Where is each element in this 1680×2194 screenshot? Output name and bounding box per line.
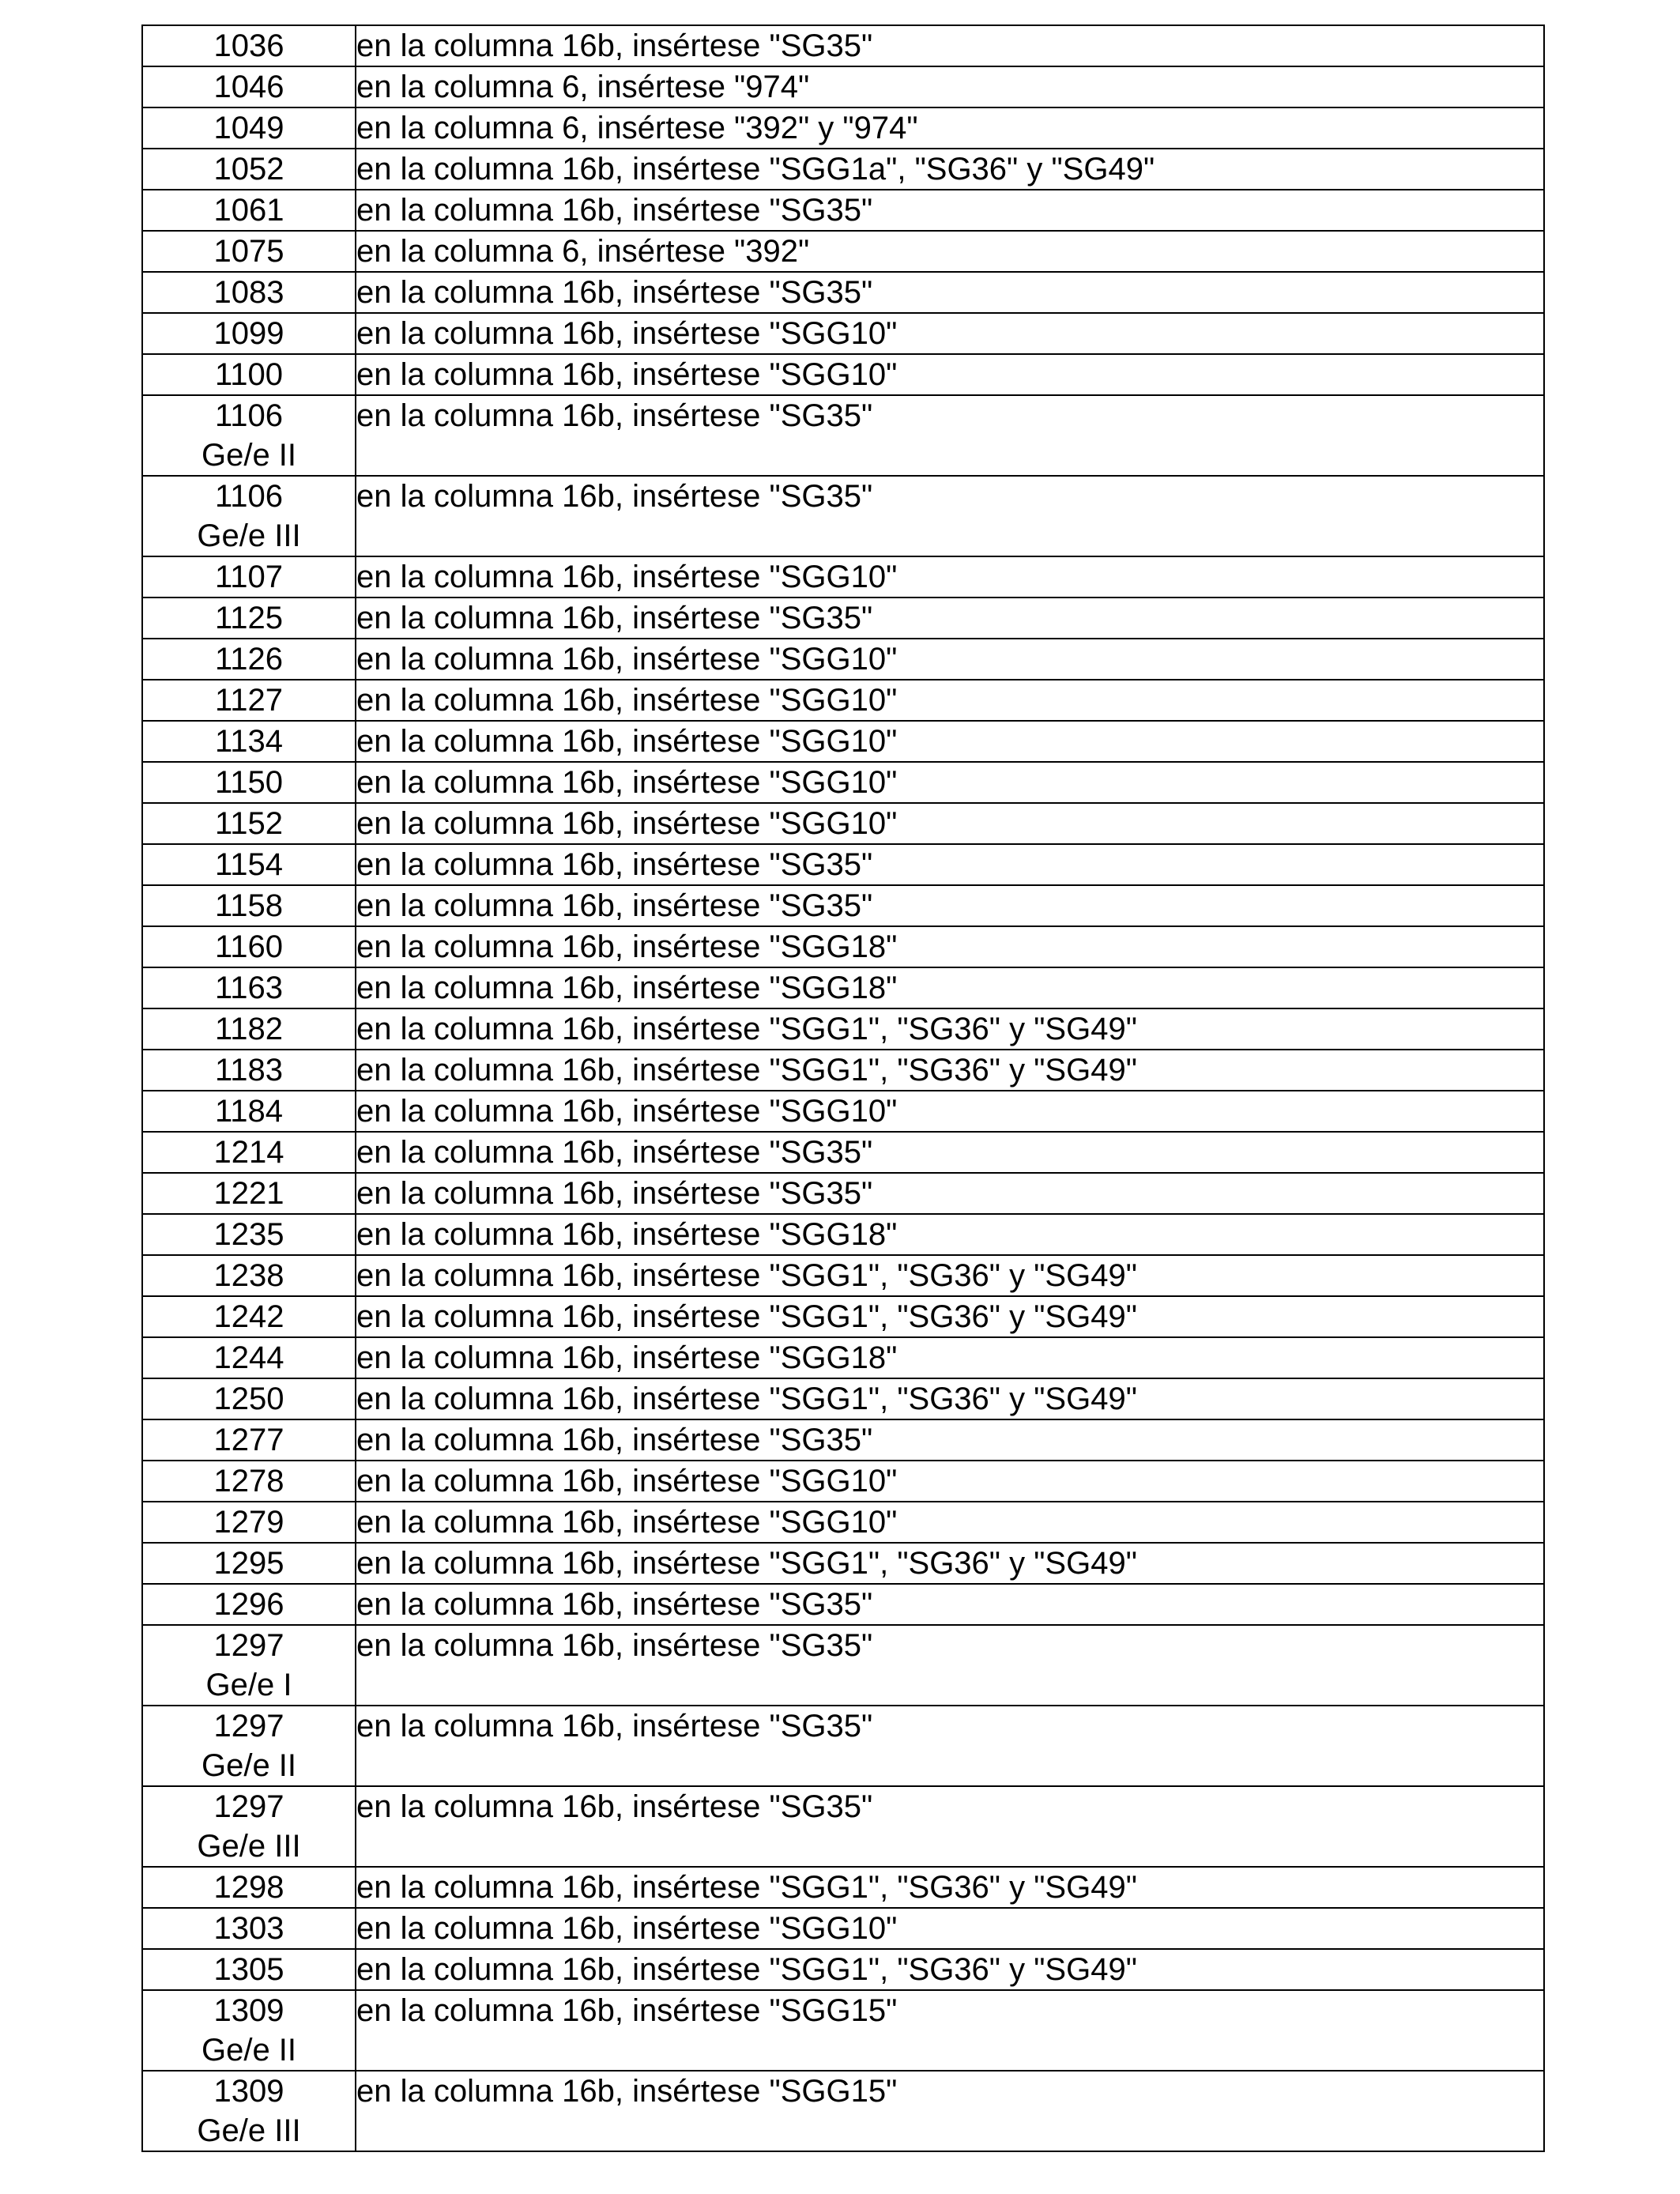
un-number: 1134	[214, 724, 283, 759]
table-row	[142, 844, 1544, 885]
un-number-cell	[142, 885, 356, 926]
un-number: 1184	[214, 1094, 283, 1129]
table-row	[142, 926, 1544, 967]
un-number-cell	[142, 2071, 356, 2151]
un-number-cell	[142, 107, 356, 149]
amendment-text: en la columna 16b, insértese "SGG10"	[356, 313, 1544, 354]
un-number: 1296	[213, 1587, 284, 1622]
un-number-cell	[142, 1543, 356, 1584]
un-number: 1279	[213, 1505, 284, 1540]
amendment-text: en la columna 16b, insértese "SG35"	[356, 25, 1544, 66]
un-number: 1107	[214, 560, 283, 594]
un-number-cell	[142, 149, 356, 190]
amendment-text: en la columna 16b, insértese "SGG1", "SG36" y "SG49"	[356, 1543, 1544, 1584]
un-number-cell	[142, 721, 356, 762]
amendment-text: en la columna 16b, insértese "SGG1", "SG36" y "SG49"	[356, 1867, 1544, 1908]
table-row	[142, 803, 1544, 844]
un-number-cell	[142, 1296, 356, 1337]
un-number: 1061	[213, 193, 284, 228]
un-number: 1297	[213, 1789, 284, 1824]
un-number-cell	[142, 926, 356, 967]
table-row	[142, 885, 1544, 926]
amendment-text: en la columna 16b, insértese "SGG10"	[356, 639, 1544, 680]
table-row	[142, 1255, 1544, 1296]
un-number-cell	[142, 1419, 356, 1461]
un-number-cell	[142, 190, 356, 231]
table-row	[142, 66, 1544, 107]
un-number-suffix: Ge/e II	[201, 1748, 297, 1783]
amendment-text: en la columna 16b, insértese "SG35"	[356, 1706, 1544, 1786]
amendments-table	[141, 25, 1545, 2152]
un-number-cell	[142, 25, 356, 66]
un-number-suffix: Ge/e II	[201, 2033, 297, 2068]
un-number: 1214	[213, 1135, 284, 1170]
table-row	[142, 1625, 1544, 1706]
amendment-text: en la columna 16b, insértese "SGG18"	[356, 1214, 1544, 1255]
un-number: 1183	[214, 1053, 283, 1088]
un-number: 1106	[214, 479, 283, 514]
un-number: 1242	[213, 1299, 284, 1334]
un-number: 1298	[213, 1870, 284, 1905]
amendments-table-body	[142, 25, 1544, 2151]
table-row	[142, 1867, 1544, 1908]
un-number-cell	[142, 1173, 356, 1214]
un-number-cell	[142, 1908, 356, 1949]
table-row	[142, 395, 1544, 476]
un-number: 1305	[213, 1952, 284, 1987]
un-number-cell	[142, 1050, 356, 1091]
table-row	[142, 2071, 1544, 2151]
table-row	[142, 1461, 1544, 1502]
table-row	[142, 107, 1544, 149]
document-page	[141, 25, 1545, 2152]
un-number: 1295	[213, 1546, 284, 1581]
un-number: 1125	[214, 601, 283, 635]
un-number-cell	[142, 1786, 356, 1867]
un-number-suffix: Ge/e III	[197, 518, 301, 553]
table-row	[142, 1214, 1544, 1255]
amendment-text: en la columna 16b, insértese "SGG15"	[356, 2071, 1544, 2151]
amendment-text: en la columna 16b, insértese "SG35"	[356, 1419, 1544, 1461]
amendment-text: en la columna 16b, insértese "SGG1", "SG36" y "SG49"	[356, 1296, 1544, 1337]
table-row	[142, 231, 1544, 272]
table-row	[142, 1173, 1544, 1214]
un-number-cell	[142, 66, 356, 107]
amendment-text: en la columna 16b, insértese "SGG1", "SG36" y "SG49"	[356, 1255, 1544, 1296]
amendment-text: en la columna 16b, insértese "SGG10"	[356, 354, 1544, 395]
table-row	[142, 1706, 1544, 1786]
un-number: 1244	[213, 1340, 284, 1375]
amendment-text: en la columna 16b, insértese "SG35"	[356, 1173, 1544, 1214]
un-number-suffix: Ge/e III	[197, 2113, 301, 2148]
un-number: 1046	[213, 70, 284, 104]
amendment-text: en la columna 16b, insértese "SGG10"	[356, 762, 1544, 803]
un-number: 1303	[213, 1911, 284, 1946]
amendment-text: en la columna 16b, insértese "SG35"	[356, 395, 1544, 476]
un-number: 1150	[214, 765, 283, 800]
un-number: 1160	[214, 929, 283, 964]
un-number-cell	[142, 1625, 356, 1706]
table-row	[142, 721, 1544, 762]
table-row	[142, 1543, 1544, 1584]
un-number: 1238	[213, 1258, 284, 1293]
un-number: 1100	[214, 357, 283, 392]
un-number-cell	[142, 1378, 356, 1419]
un-number-cell	[142, 395, 356, 476]
un-number: 1250	[213, 1382, 284, 1416]
amendment-text: en la columna 16b, insértese "SGG18"	[356, 967, 1544, 1008]
un-number-cell	[142, 354, 356, 395]
un-number-cell	[142, 476, 356, 556]
un-number-cell	[142, 639, 356, 680]
table-row	[142, 1584, 1544, 1625]
table-row	[142, 1091, 1544, 1132]
un-number: 1163	[214, 971, 283, 1005]
un-number-suffix: Ge/e III	[197, 1829, 301, 1864]
amendment-text: en la columna 16b, insértese "SG35"	[356, 476, 1544, 556]
table-row	[142, 1132, 1544, 1173]
amendment-text: en la columna 16b, insértese "SGG1", "SG36" y "SG49"	[356, 1949, 1544, 1990]
un-number: 1277	[213, 1423, 284, 1457]
un-number: 1235	[213, 1217, 284, 1252]
amendment-text: en la columna 16b, insértese "SGG10"	[356, 803, 1544, 844]
amendment-text: en la columna 16b, insértese "SG35"	[356, 885, 1544, 926]
amendment-text: en la columna 16b, insértese "SG35"	[356, 190, 1544, 231]
un-number-cell	[142, 967, 356, 1008]
amendment-text: en la columna 16b, insértese "SGG10"	[356, 1461, 1544, 1502]
table-row	[142, 1990, 1544, 2071]
un-number-cell	[142, 1867, 356, 1908]
table-row	[142, 967, 1544, 1008]
table-row	[142, 556, 1544, 598]
amendment-text: en la columna 16b, insértese "SGG10"	[356, 1091, 1544, 1132]
un-number: 1106	[214, 398, 283, 433]
un-number-cell	[142, 1337, 356, 1378]
un-number: 1158	[214, 888, 283, 923]
amendment-text: en la columna 16b, insértese "SG35"	[356, 1786, 1544, 1867]
un-number: 1126	[214, 642, 283, 677]
un-number-cell	[142, 1461, 356, 1502]
amendment-text: en la columna 16b, insértese "SG35"	[356, 1625, 1544, 1706]
amendment-text: en la columna 16b, insértese "SGG1", "SG36" y "SG49"	[356, 1008, 1544, 1050]
un-number-cell	[142, 556, 356, 598]
un-number: 1154	[214, 847, 283, 882]
un-number-cell	[142, 844, 356, 885]
amendment-text: en la columna 16b, insértese "SGG10"	[356, 721, 1544, 762]
table-row	[142, 1008, 1544, 1050]
un-number-cell	[142, 1949, 356, 1990]
table-row	[142, 313, 1544, 354]
amendment-text: en la columna 6, insértese "392" y "974"	[356, 107, 1544, 149]
table-row	[142, 639, 1544, 680]
table-row	[142, 1337, 1544, 1378]
un-number-cell	[142, 1584, 356, 1625]
amendment-text: en la columna 16b, insértese "SGG18"	[356, 1337, 1544, 1378]
un-number-cell	[142, 272, 356, 313]
un-number-cell	[142, 1214, 356, 1255]
un-number: 1036	[213, 28, 284, 63]
un-number: 1278	[213, 1464, 284, 1498]
un-number: 1297	[213, 1628, 284, 1663]
un-number-cell	[142, 1255, 356, 1296]
amendment-text: en la columna 16b, insértese "SGG10"	[356, 556, 1544, 598]
amendment-text: en la columna 6, insértese "392"	[356, 231, 1544, 272]
table-row	[142, 1786, 1544, 1867]
amendment-text: en la columna 16b, insértese "SG35"	[356, 272, 1544, 313]
un-number: 1297	[213, 1709, 284, 1744]
table-row	[142, 1378, 1544, 1419]
table-row	[142, 1296, 1544, 1337]
un-number-cell	[142, 1132, 356, 1173]
un-number: 1221	[213, 1176, 284, 1211]
table-row	[142, 476, 1544, 556]
un-number-cell	[142, 680, 356, 721]
un-number-cell	[142, 231, 356, 272]
un-number: 1309	[213, 2074, 284, 2109]
un-number: 1049	[213, 111, 284, 145]
un-number: 1152	[214, 806, 283, 841]
amendment-text: en la columna 16b, insértese "SG35"	[356, 598, 1544, 639]
table-row	[142, 25, 1544, 66]
un-number-suffix: Ge/e II	[201, 438, 297, 473]
table-row	[142, 272, 1544, 313]
amendment-text: en la columna 16b, insértese "SGG15"	[356, 1990, 1544, 2071]
amendment-text: en la columna 16b, insértese "SGG10"	[356, 1908, 1544, 1949]
table-row	[142, 1949, 1544, 1990]
table-row	[142, 680, 1544, 721]
un-number-cell	[142, 598, 356, 639]
table-row	[142, 190, 1544, 231]
amendment-text: en la columna 16b, insértese "SGG18"	[356, 926, 1544, 967]
un-number-cell	[142, 803, 356, 844]
un-number: 1099	[213, 316, 284, 351]
table-row	[142, 354, 1544, 395]
un-number-cell	[142, 1502, 356, 1543]
table-row	[142, 1050, 1544, 1091]
un-number: 1309	[213, 1993, 284, 2028]
amendment-text: en la columna 6, insértese "974"	[356, 66, 1544, 107]
un-number-cell	[142, 313, 356, 354]
un-number: 1075	[213, 234, 284, 269]
table-row	[142, 149, 1544, 190]
un-number-cell	[142, 1706, 356, 1786]
un-number: 1182	[214, 1012, 283, 1046]
amendment-text: en la columna 16b, insértese "SG35"	[356, 1132, 1544, 1173]
un-number: 1052	[213, 152, 284, 187]
un-number: 1127	[214, 683, 283, 718]
table-row	[142, 598, 1544, 639]
un-number: 1083	[213, 275, 284, 310]
un-number-cell	[142, 1008, 356, 1050]
amendment-text: en la columna 16b, insértese "SGG1a", "SG36" y "SG49"	[356, 149, 1544, 190]
un-number-suffix: Ge/e I	[205, 1668, 292, 1702]
un-number-cell	[142, 1091, 356, 1132]
un-number-cell	[142, 762, 356, 803]
amendment-text: en la columna 16b, insértese "SGG10"	[356, 680, 1544, 721]
amendment-text: en la columna 16b, insértese "SGG1", "SG36" y "SG49"	[356, 1050, 1544, 1091]
table-row	[142, 1419, 1544, 1461]
amendment-text: en la columna 16b, insértese "SG35"	[356, 844, 1544, 885]
amendment-text: en la columna 16b, insértese "SG35"	[356, 1584, 1544, 1625]
amendment-text: en la columna 16b, insértese "SGG1", "SG36" y "SG49"	[356, 1378, 1544, 1419]
un-number-cell	[142, 1990, 356, 2071]
amendment-text: en la columna 16b, insértese "SGG10"	[356, 1502, 1544, 1543]
table-row	[142, 1908, 1544, 1949]
table-row	[142, 762, 1544, 803]
table-row	[142, 1502, 1544, 1543]
